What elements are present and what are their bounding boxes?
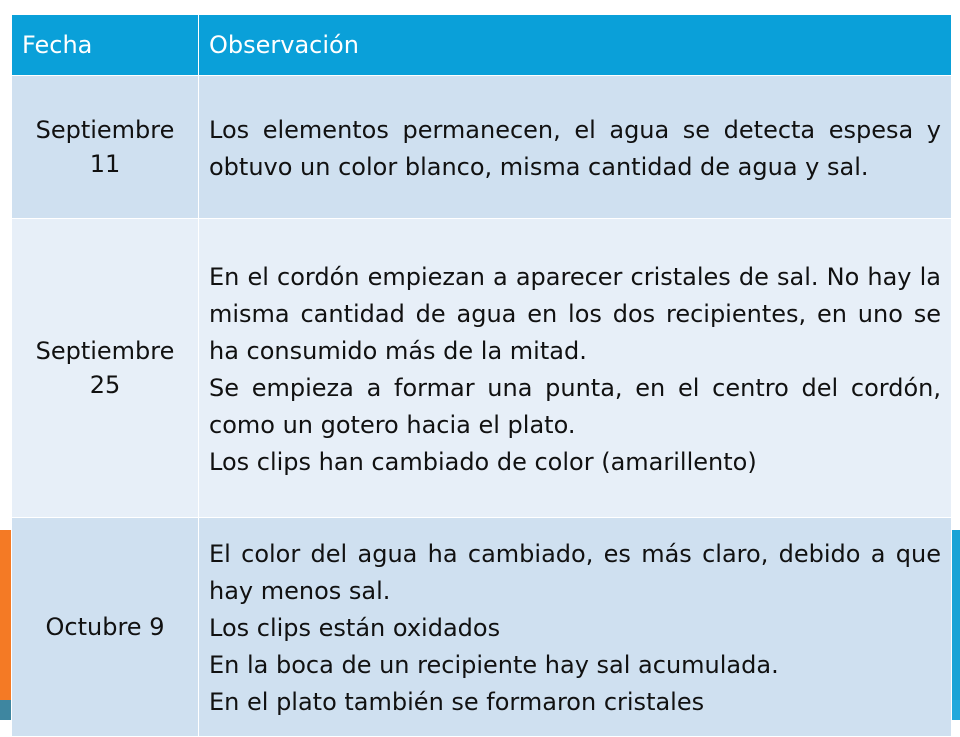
observation-line: En el cordón empiezan a aparecer cristales de sal. No hay la misma cantidad de agua en los dos recipientes, en uno se ha consumido más de la mitad. xyxy=(209,263,941,365)
date-cell xyxy=(12,219,199,518)
observation-line: Los clips han cambiado de color (amarillento) xyxy=(209,448,757,476)
header-fecha: Fecha xyxy=(12,15,199,76)
observation-cell xyxy=(199,518,952,737)
table-row xyxy=(12,76,952,219)
observation-line: En la boca de un recipiente hay sal acumulada. xyxy=(209,650,779,679)
header-observacion: Observación xyxy=(199,15,952,76)
observation-line: El color del agua ha cambiado, es más claro, debido a que hay menos sal. xyxy=(209,539,941,605)
observation-table xyxy=(11,14,952,737)
date-cell xyxy=(12,76,199,219)
date-line: Septiembre xyxy=(35,116,175,144)
table-row xyxy=(12,219,952,518)
observation-cell xyxy=(199,76,952,219)
date-line: Octubre 9 xyxy=(45,613,165,641)
table-header-row xyxy=(12,15,952,76)
observation-cell xyxy=(199,219,952,518)
observation-line: Se empieza a formar una punta, en el centro del cordón, como un gotero hacia el plato. xyxy=(209,374,941,439)
date-cell xyxy=(12,518,199,737)
observation-line: Los clips están oxidados xyxy=(209,613,501,642)
table-row xyxy=(12,518,952,737)
date-line: Septiembre xyxy=(35,337,175,365)
observation-line: Los elementos permanecen, el agua se detecta espesa y obtuvo un color blanco, misma cantidad de agua y sal. xyxy=(209,116,941,181)
date-line: 25 xyxy=(89,371,121,399)
observation-line: En el plato también se formaron cristales xyxy=(209,687,705,716)
date-line: 11 xyxy=(89,150,121,178)
